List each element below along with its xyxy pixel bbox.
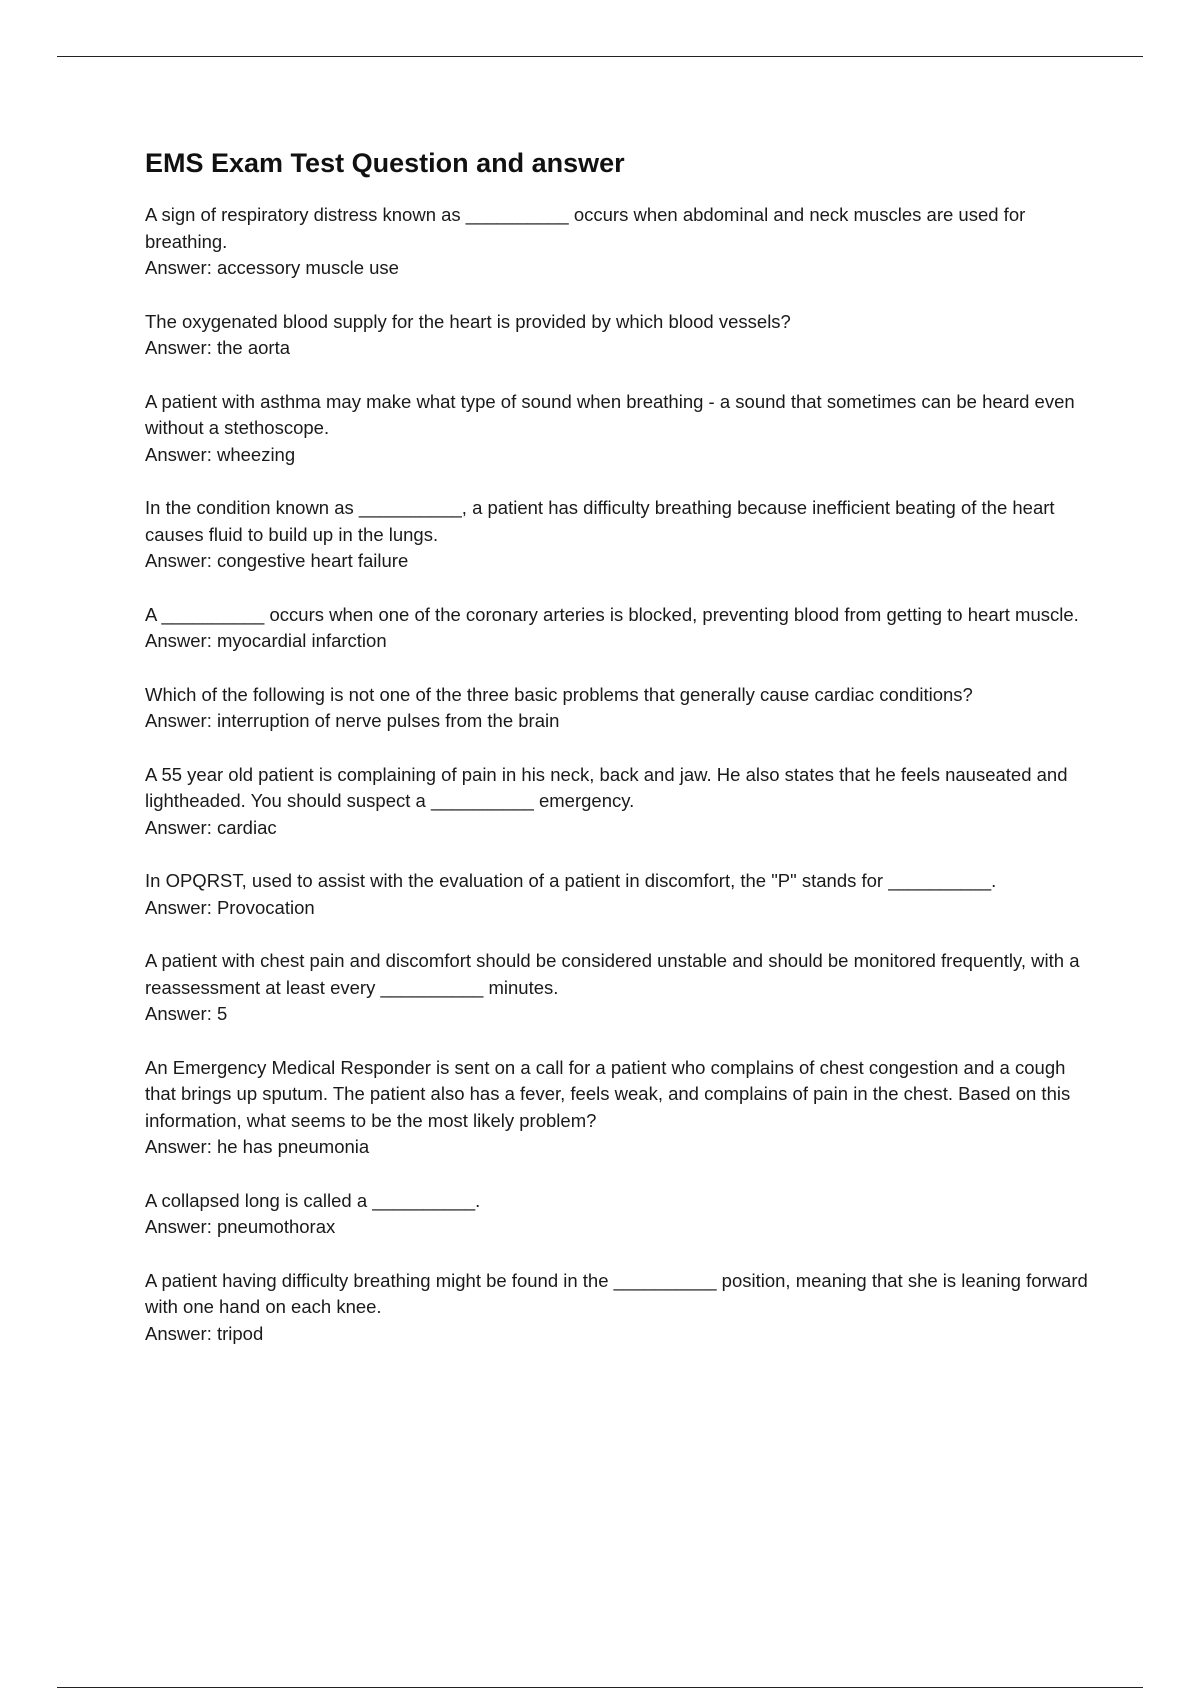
question-text: In OPQRST, used to assist with the evaluation of a patient in discomfort, the "P" stands for __________.	[145, 870, 997, 891]
answer-text: Answer: congestive heart failure	[145, 550, 409, 571]
question-text: A 55 year old patient is complaining of pain in his neck, back and jaw. He also states that he feels nauseated and lightheaded. You should suspect a __________ emergency.	[145, 763, 1073, 811]
bottom-rule	[57, 1687, 1143, 1688]
qa-item	[145, 309, 1090, 362]
answer-text: Answer: pneumothorax	[145, 1216, 336, 1237]
qa-item	[145, 868, 1090, 921]
qa-item	[145, 762, 1090, 842]
top-rule	[57, 56, 1143, 57]
answer-text: Answer: tripod	[145, 1322, 264, 1344]
question-text: A patient having difficulty breathing might be found in the __________ position, meaning that she is leaning forward with one hand on each knee.	[145, 1269, 1093, 1317]
qa-item	[145, 1188, 1090, 1241]
answer-text: Answer: cardiac	[145, 816, 277, 838]
question-text: An Emergency Medical Responder is sent on a call for a patient who complains of chest congestion and a cough that brings up sputum. The patient also has a fever, feels weak, and complains of pain in the chest. Based on this information, what seems to be the most likely problem?	[145, 1056, 1076, 1131]
qa-item	[145, 948, 1090, 1028]
answer-text: Answer: 5	[145, 1003, 228, 1024]
answer-text: Answer: the aorta	[145, 337, 290, 358]
answer-text: Answer: wheezing	[145, 443, 296, 465]
answer-text: Answer: he has pneumonia	[145, 1136, 370, 1157]
qa-item	[145, 202, 1090, 282]
question-text: A sign of respiratory distress known as __________ occurs when abdominal and neck muscles are used for breathing.	[145, 204, 1031, 252]
question-text: A collapsed long is called a __________.	[145, 1189, 481, 1211]
answer-text: Answer: interruption of nerve pulses from the brain	[145, 710, 560, 731]
qa-item	[145, 495, 1090, 575]
question-text: The oxygenated blood supply for the heart is provided by which blood vessels?	[145, 310, 791, 332]
qa-item	[145, 602, 1090, 655]
question-text: A __________ occurs when one of the coronary arteries is blocked, preventing blood from getting to heart muscle.	[145, 603, 1079, 625]
qa-item	[145, 389, 1090, 469]
question-text: A patient with chest pain and discomfort should be considered unstable and should be monitored frequently, with a reassessment at least every __________ minutes.	[145, 950, 1085, 998]
question-text: A patient with asthma may make what type of sound when breathing - a sound that sometimes can be heard even without a stethoscope.	[145, 390, 1080, 438]
answer-text: Answer: Provocation	[145, 896, 315, 918]
qa-item	[145, 682, 1090, 735]
page-title: EMS Exam Test Question and answer	[145, 148, 625, 178]
qa-item	[145, 1055, 1090, 1161]
document-body	[145, 146, 1093, 1374]
answer-text: Answer: myocardial infarction	[145, 630, 387, 651]
qa-item	[145, 1268, 1093, 1348]
question-text: In the condition known as __________, a patient has difficulty breathing because inefficient beating of the heart causes fluid to build up in the lungs.	[145, 497, 1060, 545]
answer-text: Answer: accessory muscle use	[145, 257, 399, 278]
question-text: Which of the following is not one of the three basic problems that generally cause cardiac conditions?	[145, 683, 973, 705]
